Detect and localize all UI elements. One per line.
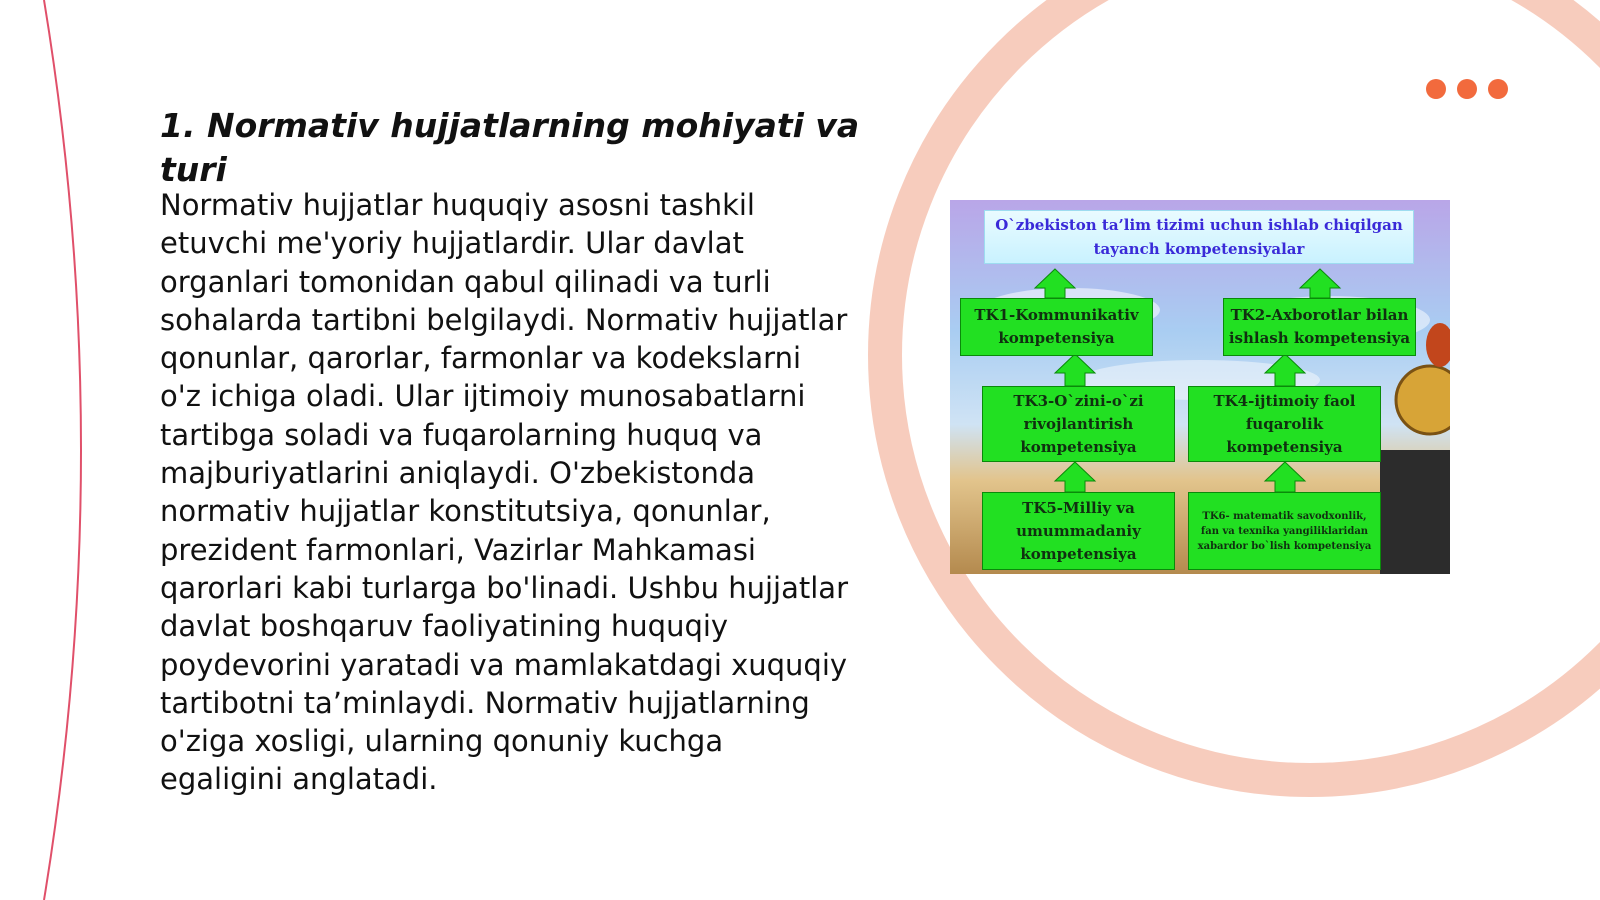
tk1-box: TK1-Kommunikativ kompetensiya <box>960 298 1153 356</box>
decorative-dots <box>1426 79 1508 99</box>
tk2-box: TK2-Axborotlar bilan ishlash kompetensiya <box>1223 298 1416 356</box>
tk5-box: TK5-Milliy va umummadaniy kompetensiya <box>982 492 1175 570</box>
tk6-box: TK6- matematik savodxonlik, fan va texnika yangiliklaridan xabardor bo`lish kompetensiya <box>1188 492 1381 570</box>
slide-title: 1. Normativ hujjatlarning mohiyati va turi <box>160 106 860 189</box>
slide-body-text: Normativ hujjatlar huquqiy asosni tashkil etuvchi me'yoriy hujjatlardir. Ular davlat organlari tomonidan qabul qilinadi va turli sohalarda tartibni belgilaydi. Normativ hujjatlar qonunlar, qarorlar, farmonlar va kodekslarni o'z ichiga oladi. Ular ijtimoiy munosabatlarni tartibga soladi va fuqarolarning huquq va majburiyatlarini aniqlaydi. O'zbekistonda normativ hujjatlar konstitutsiya, qonunlar, prezident farmonlari, Vazirlar Mahkamasi qarorlari kabi turlarga bo'linadi. Ushbu hujjatlar davlat boshqaruv faoliyatining huquqiy poydevorini yaratadi va mamlakatdagi xuquqiy tartibotni ta’minlaydi. Normativ hujjatlarning o'ziga xosligi, ularning qonuniy kuchga egaligini anglatadi. <box>160 188 848 797</box>
dot <box>1488 79 1508 99</box>
diagram-header: O`zbekiston ta’lim tizimi uchun ishlab chiqilgan tayanch kompetensiyalar <box>984 210 1414 264</box>
left-decorative-line <box>44 0 81 900</box>
tk4-box: TK4-ijtimoiy faol fuqarolik kompetensiya <box>1188 386 1381 462</box>
dot <box>1457 79 1477 99</box>
dot <box>1426 79 1446 99</box>
competency-diagram-image <box>950 200 1450 574</box>
tk3-box: TK3-O`zini-o`zi rivojlantirish kompetensiya <box>982 386 1175 462</box>
